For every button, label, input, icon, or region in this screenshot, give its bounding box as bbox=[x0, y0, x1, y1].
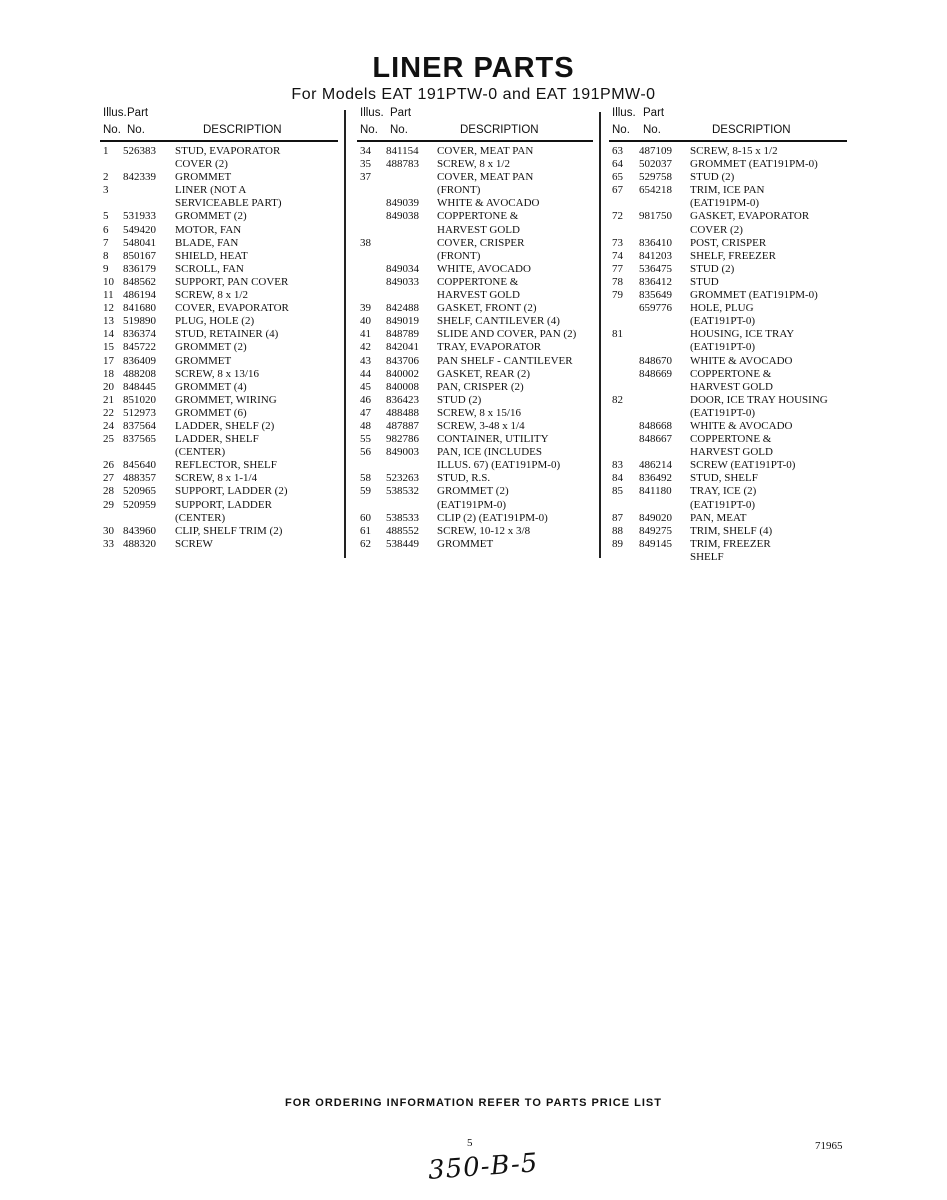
part-description: GROMMET (2) bbox=[175, 341, 247, 354]
part-number: 836423 bbox=[386, 393, 419, 406]
part-number: 850167 bbox=[123, 249, 156, 262]
part-number: 841180 bbox=[639, 485, 672, 498]
part-number: 841154 bbox=[386, 145, 419, 157]
part-description: STUD (2) bbox=[690, 262, 735, 275]
part-description: LINER (NOT A bbox=[175, 184, 247, 197]
part-number: 487109 bbox=[639, 145, 672, 157]
illus-number: 60 bbox=[360, 511, 371, 524]
illus-number: 40 bbox=[360, 315, 371, 328]
part-number: 842041 bbox=[386, 341, 419, 354]
part-number: 848667 bbox=[639, 433, 672, 446]
column-divider bbox=[344, 110, 346, 558]
header-rule bbox=[609, 140, 847, 142]
part-description: COVER (2) bbox=[690, 223, 743, 236]
part-description: STUD, EVAPORATOR bbox=[175, 145, 281, 157]
illus-number: 29 bbox=[103, 498, 114, 511]
illus-number: 41 bbox=[360, 328, 371, 341]
part-number: 841680 bbox=[123, 302, 156, 315]
part-number: 848668 bbox=[639, 419, 672, 432]
part-number: 502037 bbox=[639, 158, 672, 171]
illus-number: 5 bbox=[103, 210, 109, 223]
part-number: 488357 bbox=[123, 472, 156, 485]
part-number: 836374 bbox=[123, 328, 156, 341]
part-number: 538532 bbox=[386, 485, 419, 498]
header-part-no: No. bbox=[643, 124, 661, 136]
part-description: MOTOR, FAN bbox=[175, 223, 242, 236]
part-description: PLUG, HOLE (2) bbox=[175, 315, 255, 328]
illus-number: 55 bbox=[360, 433, 371, 446]
header-part-no: No. bbox=[127, 124, 145, 136]
illus-number: 83 bbox=[612, 459, 623, 472]
part-number: 840002 bbox=[386, 367, 419, 380]
part-number: 849145 bbox=[639, 537, 672, 550]
part-number: 842339 bbox=[123, 171, 156, 184]
illus-number: 38 bbox=[360, 236, 371, 249]
part-description: COPPERTONE & bbox=[690, 433, 772, 446]
part-number: 836410 bbox=[639, 236, 672, 249]
part-number: 836492 bbox=[639, 472, 672, 485]
part-description: WHITE & AVOCADO bbox=[437, 197, 540, 210]
part-description: STUD, SHELF bbox=[690, 472, 758, 485]
part-number: 526383 bbox=[123, 145, 156, 157]
header-rule bbox=[100, 140, 338, 142]
part-number: 488208 bbox=[123, 367, 156, 380]
illus-number: 89 bbox=[612, 537, 623, 550]
illus-number: 88 bbox=[612, 524, 623, 537]
illus-number: 6 bbox=[103, 223, 109, 236]
part-number: 488552 bbox=[386, 524, 419, 537]
illus-number: 12 bbox=[103, 302, 114, 315]
illus-number: 9 bbox=[103, 262, 109, 275]
illus-number: 46 bbox=[360, 393, 371, 406]
part-number: 488783 bbox=[386, 158, 419, 171]
part-number: 659776 bbox=[639, 302, 672, 315]
part-description: SHELF bbox=[690, 550, 724, 563]
part-description: SCREW, 8 x 1-1/4 bbox=[175, 472, 258, 485]
part-description: LADDER, SHELF (2) bbox=[175, 419, 275, 432]
part-number: 654218 bbox=[639, 184, 672, 197]
header-description: DESCRIPTION bbox=[460, 124, 539, 136]
part-description: STUD (2) bbox=[690, 171, 735, 184]
illus-number: 63 bbox=[612, 145, 623, 157]
illus-number: 20 bbox=[103, 380, 114, 393]
part-number: 836179 bbox=[123, 262, 156, 275]
part-number: 843706 bbox=[386, 354, 419, 367]
part-description: BLADE, FAN bbox=[175, 236, 239, 249]
part-number: 851020 bbox=[123, 393, 156, 406]
part-number: 488320 bbox=[123, 537, 156, 550]
illus-number: 85 bbox=[612, 485, 623, 498]
part-description: GASKET, EVAPORATOR bbox=[690, 210, 810, 223]
part-description: REFLECTOR, SHELF bbox=[175, 459, 277, 472]
part-description: (EAT191PT-0) bbox=[690, 341, 755, 354]
part-description: SCREW bbox=[175, 537, 213, 550]
part-description: COVER, EVAPORATOR bbox=[175, 302, 289, 315]
part-number: 849033 bbox=[386, 275, 419, 288]
part-description: COPPERTONE & bbox=[437, 275, 519, 288]
part-description: PAN, MEAT bbox=[690, 511, 747, 524]
illus-number: 45 bbox=[360, 380, 371, 393]
header-part: Part bbox=[390, 107, 412, 119]
illus-number: 8 bbox=[103, 249, 109, 262]
part-description: SCREW, 8-15 x 1/2 bbox=[690, 145, 778, 157]
part-description: HOUSING, ICE TRAY bbox=[690, 328, 795, 341]
illus-number: 61 bbox=[360, 524, 371, 537]
part-number: 837565 bbox=[123, 433, 156, 446]
illus-number: 1 bbox=[103, 145, 109, 157]
part-description: GROMMET (4) bbox=[175, 380, 247, 393]
part-description: (EAT191PT-0) bbox=[690, 498, 755, 511]
part-description: STUD (2) bbox=[437, 393, 482, 406]
part-number: 837564 bbox=[123, 419, 156, 432]
part-description: GASKET, REAR (2) bbox=[437, 367, 530, 380]
part-number: 536475 bbox=[639, 262, 672, 275]
part-description: (EAT191PM-0) bbox=[690, 197, 760, 210]
part-description: SCREW (EAT191PT-0) bbox=[690, 459, 796, 472]
document-code: 71965 bbox=[815, 1140, 843, 1152]
part-number: 845722 bbox=[123, 341, 156, 354]
part-number: 486214 bbox=[639, 459, 672, 472]
part-description: SHELF, FREEZER bbox=[690, 249, 776, 262]
illus-number: 64 bbox=[612, 158, 623, 171]
part-description: COVER, CRISPER bbox=[437, 236, 525, 249]
part-number: 848562 bbox=[123, 275, 156, 288]
part-description: CONTAINER, UTILITY bbox=[437, 433, 549, 446]
illus-number: 17 bbox=[103, 354, 114, 367]
part-description: GROMMET, WIRING bbox=[175, 393, 277, 406]
header-illus: Illus. bbox=[612, 107, 636, 119]
part-description: STUD, RETAINER (4) bbox=[175, 328, 279, 341]
part-description: (CENTER) bbox=[175, 446, 226, 459]
part-description: PAN, CRISPER (2) bbox=[437, 380, 524, 393]
illus-number: 62 bbox=[360, 537, 371, 550]
part-description: TRAY, EVAPORATOR bbox=[437, 341, 542, 354]
page-title: LINER PARTS bbox=[372, 52, 575, 84]
part-description: PAN, ICE (INCLUDES bbox=[437, 446, 543, 459]
part-number: 549420 bbox=[123, 223, 156, 236]
illus-number: 73 bbox=[612, 236, 623, 249]
part-description: (EAT191PT-0) bbox=[690, 315, 755, 328]
part-description: (EAT191PT-0) bbox=[690, 406, 755, 419]
illus-number: 47 bbox=[360, 406, 371, 419]
illus-number: 48 bbox=[360, 419, 371, 432]
part-description: (CENTER) bbox=[175, 511, 226, 524]
part-number: 849034 bbox=[386, 262, 419, 275]
illus-number: 42 bbox=[360, 341, 371, 354]
part-description: TRIM, ICE PAN bbox=[690, 184, 765, 197]
part-description: SCREW, 3-48 x 1/4 bbox=[437, 419, 525, 432]
illus-number: 87 bbox=[612, 511, 623, 524]
part-description: SHELF, CANTILEVER (4) bbox=[437, 315, 560, 328]
part-description: SCREW, 10-12 x 3/8 bbox=[437, 524, 531, 537]
header-rule bbox=[357, 140, 593, 142]
part-number: 849039 bbox=[386, 197, 419, 210]
part-number: 523263 bbox=[386, 472, 419, 485]
illus-number: 58 bbox=[360, 472, 371, 485]
part-description: COVER, MEAT PAN bbox=[437, 145, 534, 157]
illus-number: 28 bbox=[103, 485, 114, 498]
illus-number: 84 bbox=[612, 472, 623, 485]
illus-number: 3 bbox=[103, 184, 109, 197]
part-description: SUPPORT, LADDER bbox=[175, 498, 272, 511]
header-illus-no: No. bbox=[612, 124, 630, 136]
part-description: COVER, MEAT PAN bbox=[437, 171, 534, 184]
part-description: ILLUS. 67) (EAT191PM-0) bbox=[437, 459, 561, 472]
part-description: GROMMET bbox=[437, 537, 494, 550]
part-description: GROMMET (6) bbox=[175, 406, 247, 419]
illus-number: 44 bbox=[360, 367, 371, 380]
part-description: SUPPORT, LADDER (2) bbox=[175, 485, 288, 498]
part-number: 842488 bbox=[386, 302, 419, 315]
part-number: 982786 bbox=[386, 433, 419, 446]
part-number: 487887 bbox=[386, 419, 419, 432]
part-description: (FRONT) bbox=[437, 249, 481, 262]
header-illus: Illus. bbox=[103, 107, 127, 119]
illus-number: 33 bbox=[103, 537, 114, 550]
part-description: SCROLL, FAN bbox=[175, 262, 244, 275]
part-number: 849038 bbox=[386, 210, 419, 223]
part-description: SHIELD, HEAT bbox=[175, 249, 248, 262]
part-number: 512973 bbox=[123, 406, 156, 419]
illus-number: 18 bbox=[103, 367, 114, 380]
illus-number: 7 bbox=[103, 236, 109, 249]
part-description: HARVEST GOLD bbox=[437, 289, 520, 302]
header-description: DESCRIPTION bbox=[203, 124, 282, 136]
part-description: WHITE & AVOCADO bbox=[690, 354, 793, 367]
part-description: STUD, R.S. bbox=[437, 472, 491, 485]
header-part: Part bbox=[127, 107, 149, 119]
part-number: 848669 bbox=[639, 367, 672, 380]
page-number: 5 bbox=[467, 1137, 473, 1149]
handwritten-reference: 350-B-5 bbox=[427, 1148, 540, 1186]
part-number: 848445 bbox=[123, 380, 156, 393]
illus-number: 15 bbox=[103, 341, 114, 354]
part-description: GROMMET bbox=[175, 354, 232, 367]
part-description: GROMMET (2) bbox=[175, 210, 247, 223]
part-number: 836412 bbox=[639, 275, 672, 288]
illus-number: 81 bbox=[612, 328, 623, 341]
part-number: 981750 bbox=[639, 210, 672, 223]
part-number: 488488 bbox=[386, 406, 419, 419]
part-number: 836409 bbox=[123, 354, 156, 367]
illus-number: 10 bbox=[103, 275, 114, 288]
part-description: GROMMET (2) bbox=[437, 485, 509, 498]
part-description: GROMMET (EAT191PM-0) bbox=[690, 289, 818, 302]
part-description: SLIDE AND COVER, PAN (2) bbox=[437, 328, 577, 341]
part-description: HARVEST GOLD bbox=[690, 380, 773, 393]
illus-number: 13 bbox=[103, 315, 114, 328]
part-description: SUPPORT, PAN COVER bbox=[175, 275, 289, 288]
part-description: GASKET, FRONT (2) bbox=[437, 302, 537, 315]
illus-number: 37 bbox=[360, 171, 371, 184]
illus-number: 2 bbox=[103, 171, 109, 184]
part-number: 520965 bbox=[123, 485, 156, 498]
header-illus-no: No. bbox=[360, 124, 378, 136]
column-divider bbox=[599, 112, 601, 558]
illus-number: 34 bbox=[360, 145, 371, 157]
illus-number: 79 bbox=[612, 289, 623, 302]
part-number: 486194 bbox=[123, 289, 156, 302]
part-description: DOOR, ICE TRAY HOUSING bbox=[690, 393, 828, 406]
header-part-no: No. bbox=[390, 124, 408, 136]
part-description: POST, CRISPER bbox=[690, 236, 767, 249]
part-number: 835649 bbox=[639, 289, 672, 302]
page-subtitle: For Models EAT 191PTW-0 and EAT 191PMW-0 bbox=[291, 86, 656, 103]
part-number: 519890 bbox=[123, 315, 156, 328]
part-description: COVER (2) bbox=[175, 158, 228, 171]
part-description: WHITE, AVOCADO bbox=[437, 262, 531, 275]
illus-number: 35 bbox=[360, 158, 371, 171]
part-description: SCREW, 8 x 1/2 bbox=[175, 289, 248, 302]
part-number: 531933 bbox=[123, 210, 156, 223]
part-description: LADDER, SHELF bbox=[175, 433, 259, 446]
part-description: WHITE & AVOCADO bbox=[690, 419, 793, 432]
illus-number: 67 bbox=[612, 184, 623, 197]
illus-number: 39 bbox=[360, 302, 371, 315]
part-number: 849019 bbox=[386, 315, 419, 328]
part-description: (FRONT) bbox=[437, 184, 481, 197]
part-number: 840008 bbox=[386, 380, 419, 393]
part-description: HARVEST GOLD bbox=[437, 223, 520, 236]
illus-number: 24 bbox=[103, 419, 114, 432]
illus-number: 22 bbox=[103, 406, 114, 419]
part-description: GROMMET bbox=[175, 171, 232, 184]
part-description: SCREW, 8 x 13/16 bbox=[175, 367, 259, 380]
header-illus-no: No. bbox=[103, 124, 121, 136]
part-number: 849020 bbox=[639, 511, 672, 524]
illus-number: 27 bbox=[103, 472, 114, 485]
part-description: TRIM, SHELF (4) bbox=[690, 524, 773, 537]
illus-number: 43 bbox=[360, 354, 371, 367]
part-number: 848670 bbox=[639, 354, 672, 367]
part-description: CLIP, SHELF TRIM (2) bbox=[175, 524, 283, 537]
illus-number: 56 bbox=[360, 446, 371, 459]
header-illus: Illus. bbox=[360, 107, 384, 119]
part-number: 841203 bbox=[639, 249, 672, 262]
part-number: 548041 bbox=[123, 236, 156, 249]
illus-number: 77 bbox=[612, 262, 623, 275]
illus-number: 25 bbox=[103, 433, 114, 446]
part-description: TRIM, FREEZER bbox=[690, 537, 771, 550]
illus-number: 11 bbox=[103, 289, 114, 302]
illus-number: 82 bbox=[612, 393, 623, 406]
part-description: COPPERTONE & bbox=[690, 367, 772, 380]
part-description: CLIP (2) (EAT191PM-0) bbox=[437, 511, 548, 524]
part-number: 848789 bbox=[386, 328, 419, 341]
part-description: PAN SHELF - CANTILEVER bbox=[437, 354, 573, 367]
part-description: SCREW, 8 x 1/2 bbox=[437, 158, 510, 171]
illus-number: 14 bbox=[103, 328, 114, 341]
part-description: TRAY, ICE (2) bbox=[690, 485, 757, 498]
header-description: DESCRIPTION bbox=[712, 124, 791, 136]
part-number: 538449 bbox=[386, 537, 419, 550]
part-number: 845640 bbox=[123, 459, 156, 472]
part-description: STUD bbox=[690, 275, 719, 288]
illus-number: 59 bbox=[360, 485, 371, 498]
part-number: 843960 bbox=[123, 524, 156, 537]
part-description: SCREW, 8 x 15/16 bbox=[437, 406, 521, 419]
illus-number: 78 bbox=[612, 275, 623, 288]
illus-number: 65 bbox=[612, 171, 623, 184]
part-description: HARVEST GOLD bbox=[690, 446, 773, 459]
header-part: Part bbox=[643, 107, 665, 119]
part-number: 849275 bbox=[639, 524, 672, 537]
illus-number: 26 bbox=[103, 459, 114, 472]
part-description: COPPERTONE & bbox=[437, 210, 519, 223]
part-description: (EAT191PM-0) bbox=[437, 498, 507, 511]
illus-number: 21 bbox=[103, 393, 114, 406]
illus-number: 30 bbox=[103, 524, 114, 537]
part-description: HOLE, PLUG bbox=[690, 302, 754, 315]
part-description: GROMMET (EAT191PM-0) bbox=[690, 158, 818, 171]
part-number: 849003 bbox=[386, 446, 419, 459]
ordering-note: FOR ORDERING INFORMATION REFER TO PARTS PRICE LIST bbox=[285, 1097, 662, 1109]
illus-number: 74 bbox=[612, 249, 623, 262]
part-description: SERVICEABLE PART) bbox=[175, 197, 282, 210]
part-number: 520959 bbox=[123, 498, 156, 511]
part-number: 538533 bbox=[386, 511, 419, 524]
illus-number: 72 bbox=[612, 210, 623, 223]
part-number: 529758 bbox=[639, 171, 672, 184]
